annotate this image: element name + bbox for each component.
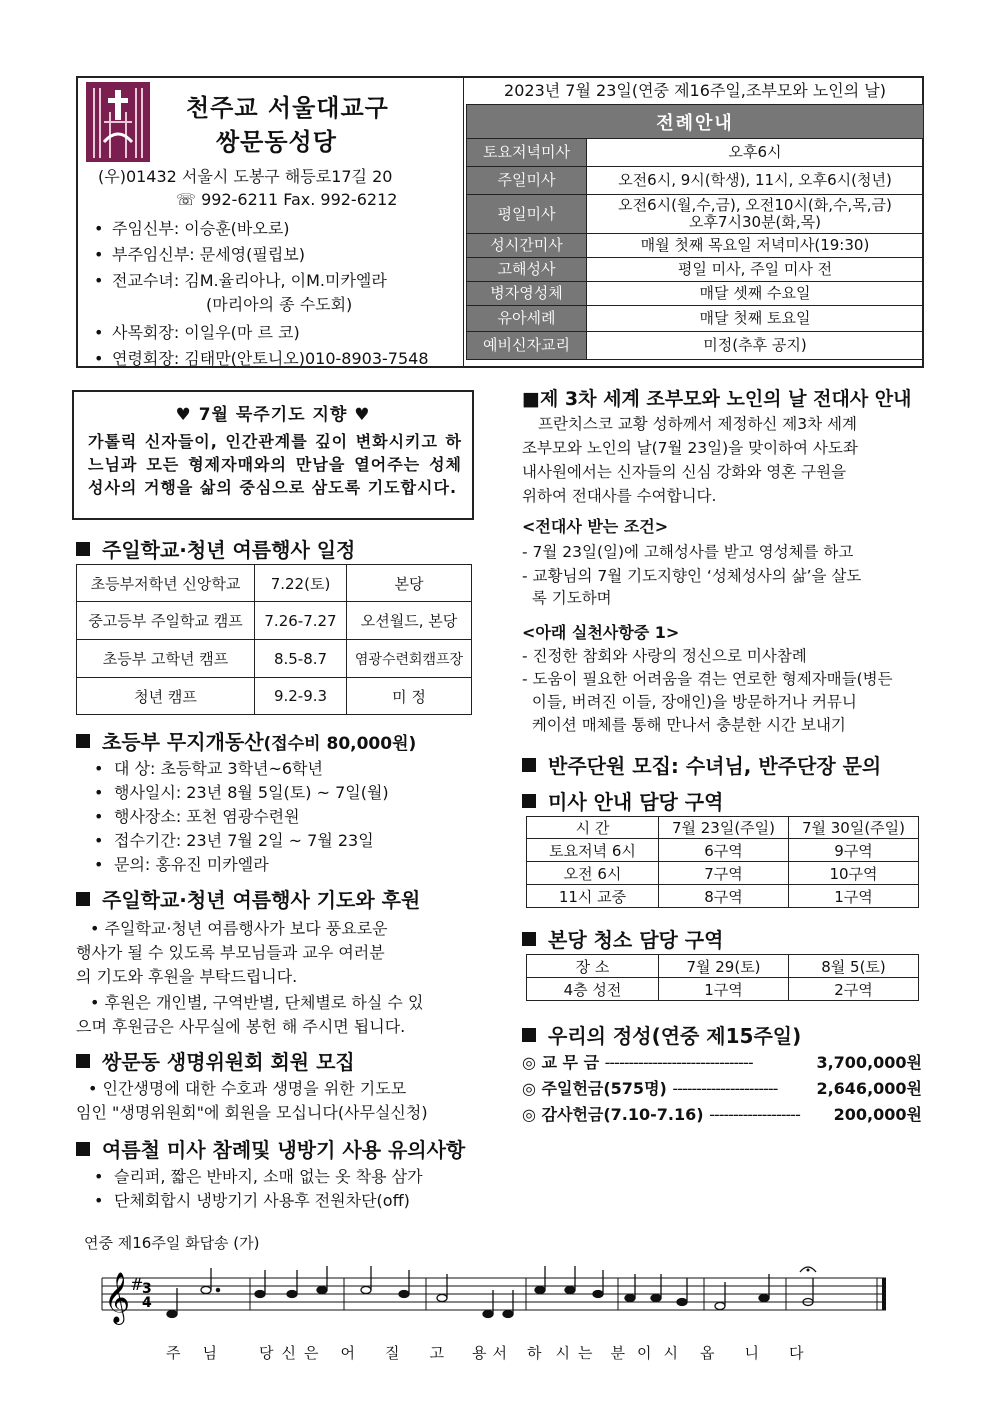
- liturgy-label: 유아세례: [467, 306, 587, 332]
- mountain-item: • 행사일시: 23년 8월 5일(토) ~ 7일(월): [94, 780, 389, 803]
- church-name-line1: 천주교 서울대교구: [186, 94, 389, 122]
- section-mountain-title: 초등부 무지개동산(접수비 80,000원): [76, 726, 416, 755]
- mass-guide-cell: 11시 교중: [527, 885, 659, 908]
- staff-sisters: • 전교수녀: 김M.율리아나, 이M.미카엘라: [94, 271, 387, 290]
- mass-guide-header: 7월 30일(주일): [789, 817, 919, 839]
- psalm-lyrics: 주 님 당 신 은 어 질 고 용 서 하 시 는 분 이 시 옵 니 다: [166, 1344, 804, 1362]
- mass-guide-cell: 오전 6시: [527, 862, 659, 885]
- event-name: 중고등부 주일학교 캠프: [77, 602, 255, 640]
- section-mass-guide-title: 미사 안내 담당 구역: [522, 786, 723, 815]
- psalm-title: 연중 제16주일 화답송 (가): [84, 1234, 260, 1252]
- svg-text:4: 4: [142, 1295, 152, 1311]
- indulgence-intro: 내사원에서는 신자들의 신심 강화와 영혼 구원을: [522, 463, 847, 481]
- church-name-line2: 쌍문동성당: [216, 128, 337, 156]
- section-life-title: 쌍문동 생명위원회 회원 모집: [76, 1046, 355, 1075]
- liturgy-value: 미정(추후 공지): [587, 332, 924, 360]
- event-place: 본당: [347, 565, 472, 602]
- indulgence-intro: 위하여 전대사를 수여합니다.: [522, 487, 717, 505]
- cleaning-header: 장 소: [527, 955, 659, 978]
- mountain-item: • 접수기간: 23년 7월 2일 ~ 7월 23일: [94, 828, 374, 851]
- indulgence-practice: - 도움이 필요한 어려움을 겪는 연로한 형제자매들(병든: [522, 670, 893, 688]
- liturgy-label: 토요저녁미사: [467, 139, 587, 167]
- summer-events-table: [76, 564, 472, 715]
- liturgy-value: 매월 첫째 목요일 저녁미사(19:30): [587, 234, 924, 258]
- indulgence-condition: - 교황님의 7월 기도지향인 ‘성체성사의 삶’을 살도: [522, 567, 862, 585]
- offering-amount: 2,646,000원: [816, 1079, 922, 1098]
- event-name: 초등부저학년 신앙학교: [77, 565, 255, 602]
- staff-assistant-pastor: • 부주임신부: 문세영(필립보): [94, 245, 305, 264]
- mass-guide-cell: 토요저녁 6시: [527, 839, 659, 862]
- section-support-title: 주일학교·청년 여름행사 기도와 후원: [76, 884, 420, 913]
- mountain-item: • 대 상: 초등학교 3학년~6학년: [94, 756, 323, 779]
- offering-amount: 200,000원: [833, 1105, 922, 1124]
- summer-note-item: • 슬리퍼, 짧은 반바지, 소매 없는 옷 착용 삼가: [94, 1164, 423, 1187]
- indulgence-condition: 록 기도하며: [522, 589, 612, 607]
- event-date: 7.22(토): [255, 565, 347, 602]
- church-address: (우)01432 서울시 도봉구 해등로17길 20: [98, 167, 393, 186]
- cleaning-cell: 1구역: [659, 978, 789, 1001]
- liturgy-label: 고해성사: [467, 258, 587, 282]
- support-line: 의 기도와 후원을 부탁드립니다.: [76, 967, 298, 986]
- liturgy-label: 평일미사: [467, 195, 587, 234]
- cleaning-cell: 2구역: [789, 978, 919, 1001]
- church-logo-icon: [86, 82, 150, 162]
- mountain-item: • 행사장소: 포천 염광수련원: [94, 804, 300, 827]
- event-place: 염광수련회캠프장: [347, 640, 472, 678]
- life-line: • 인간생명에 대한 수호과 생명을 위한 기도모: [88, 1079, 407, 1098]
- mass-guide-table: [526, 816, 919, 908]
- staff-sisters-order: (마리아의 종 수도회): [206, 295, 353, 314]
- indulgence-practice-title: <아래 실천사항중 1>: [522, 623, 680, 642]
- liturgy-label: 병자영성체: [467, 282, 587, 306]
- staff-pastor: • 주임신부: 이승훈(바오로): [94, 219, 290, 238]
- bulletin-header: [76, 76, 924, 368]
- liturgy-label: 성시간미사: [467, 234, 587, 258]
- indulgence-conditions-title: <전대사 받는 조건>: [522, 517, 669, 536]
- mass-guide-header: 시 간: [527, 817, 659, 839]
- liturgy-value: 오전6시(월,수,금), 오전10시(화,수,목,금) 오후7시30분(화,목): [587, 195, 924, 234]
- svg-text:#: #: [130, 1275, 144, 1294]
- staff-funeral-president: • 연령회장: 김태만(안토니오)010-8903-7548: [94, 349, 429, 368]
- support-line: 행사가 될 수 있도록 부모님들과 교우 여러분: [76, 943, 385, 962]
- indulgence-intro: 프란치스코 교황 성하께서 제정하신 제3차 세계: [538, 415, 857, 433]
- rosary-intention-box: [72, 390, 474, 520]
- rosary-title: ♥ 7월 묵주기도 지향 ♥: [175, 405, 371, 425]
- section-cleaning-title: 본당 청소 담당 구역: [522, 924, 723, 953]
- indulgence-practice: 케이션 매체를 통해 만나서 충분한 시간 보내기: [522, 716, 846, 734]
- offering-row: ◎ 교 무 금 ------------------------------- 3,700,000원: [522, 1050, 922, 1073]
- indulgence-practice: - 진정한 참회와 사랑의 정신으로 미사참례: [522, 647, 807, 665]
- bulletin-date: 2023년 7월 23일(연중 제16주일,조부모와 노인의 날): [504, 81, 886, 100]
- indulgence-condition: - 7월 23일(일)에 고해성사를 받고 영성체를 하고: [522, 543, 854, 561]
- liturgy-value: 매달 셋째 수요일: [587, 282, 924, 306]
- cleaning-table: [526, 954, 919, 1001]
- liturgy-value: 매달 첫째 토요일: [587, 306, 924, 332]
- liturgy-label: 주일미사: [467, 167, 587, 195]
- indulgence-practice: 이들, 버려진 이들, 장애인)을 방문하거나 커뮤니: [522, 693, 857, 711]
- section-summer-events-title: 주일학교·청년 여름행사 일정: [76, 534, 355, 563]
- life-line: 임인 "생명위원회"에 회원을 모십니다(사무실신청): [76, 1103, 428, 1122]
- svg-text:𝄞: 𝄞: [104, 1272, 131, 1323]
- psalm-score: [96, 1264, 896, 1374]
- event-date: 7.26-7.27: [255, 602, 347, 640]
- offering-row: ◎ 주일헌금(575명) ---------------------- 2,646,000원: [522, 1076, 922, 1099]
- music-staff: [96, 1264, 896, 1334]
- summer-note-item: • 단체회합시 냉방기기 사용후 전원차단(off): [94, 1188, 410, 1211]
- mass-guide-cell: 10구역: [789, 862, 919, 885]
- offering-amount: 3,700,000원: [816, 1053, 922, 1072]
- support-line: • 후원은 개인별, 구역반별, 단체별로 하실 수 있: [90, 993, 424, 1012]
- mass-guide-cell: 7구역: [659, 862, 789, 885]
- section-offering-title: 우리의 정성(연중 제15주일): [522, 1020, 801, 1049]
- support-line: 으며 후원금은 사무실에 봉헌 해 주시면 됩니다.: [76, 1017, 406, 1036]
- section-choir-title: 반주단원 모집: 수녀님, 반주단장 문의: [522, 750, 881, 779]
- cleaning-header: 8월 5(토): [789, 955, 919, 978]
- liturgy-table: [466, 104, 924, 360]
- section-indulgence-title: ■제 3차 세계 조부모와 노인의 날 전대사 안내: [522, 388, 912, 410]
- mass-guide-cell: 1구역: [789, 885, 919, 908]
- rosary-body: 가톨릭 신자들이, 인간관계를 깊이 변화시키고 하느님과 모든 형제자매와의 만남을 열어주는 성체성사의 거행을 삶의 중심으로 삼도록 기도합시다.: [88, 432, 462, 497]
- svg-text:3: 3: [142, 1281, 152, 1297]
- mass-guide-header: 7월 23일(주일): [659, 817, 789, 839]
- church-info: [78, 78, 464, 366]
- liturgy-value: 평일 미사, 주일 미사 전: [587, 258, 924, 282]
- event-date: 9.2-9.3: [255, 678, 347, 715]
- event-name: 초등부 고학년 캠프: [77, 640, 255, 678]
- mass-guide-cell: 8구역: [659, 885, 789, 908]
- support-line: • 주일학교·청년 여름행사가 보다 풍요로운: [90, 919, 388, 938]
- church-phone: ☏ 992-6211 Fax. 992-6212: [176, 190, 398, 209]
- cleaning-header: 7월 29(토): [659, 955, 789, 978]
- liturgy-label: 예비신자교리: [467, 332, 587, 360]
- liturgy-title: 전례안내: [467, 105, 924, 139]
- section-summer-notes-title: 여름철 미사 참례및 냉방기 사용 유의사항: [76, 1134, 465, 1163]
- liturgy-value: 오후6시: [587, 139, 924, 167]
- mass-guide-cell: 9구역: [789, 839, 919, 862]
- offering-row: ◎ 감사헌금(7.10-7.16) ------------------- 200,000원: [522, 1102, 922, 1125]
- staff-council-president: • 사목회장: 이일우(마 르 코): [94, 323, 300, 342]
- cleaning-cell: 4층 성전: [527, 978, 659, 1001]
- event-place: 미 정: [347, 678, 472, 715]
- event-date: 8.5-8.7: [255, 640, 347, 678]
- liturgy-value: 오전6시, 9시(학생), 11시, 오후6시(청년): [587, 167, 924, 195]
- event-name: 청년 캠프: [77, 678, 255, 715]
- mass-guide-cell: 6구역: [659, 839, 789, 862]
- mountain-item: • 문의: 홍유진 미카엘라: [94, 852, 269, 875]
- event-place: 오션월드, 본당: [347, 602, 472, 640]
- indulgence-intro: 조부모와 노인의 날(7월 23일)을 맞이하여 사도좌: [522, 439, 858, 457]
